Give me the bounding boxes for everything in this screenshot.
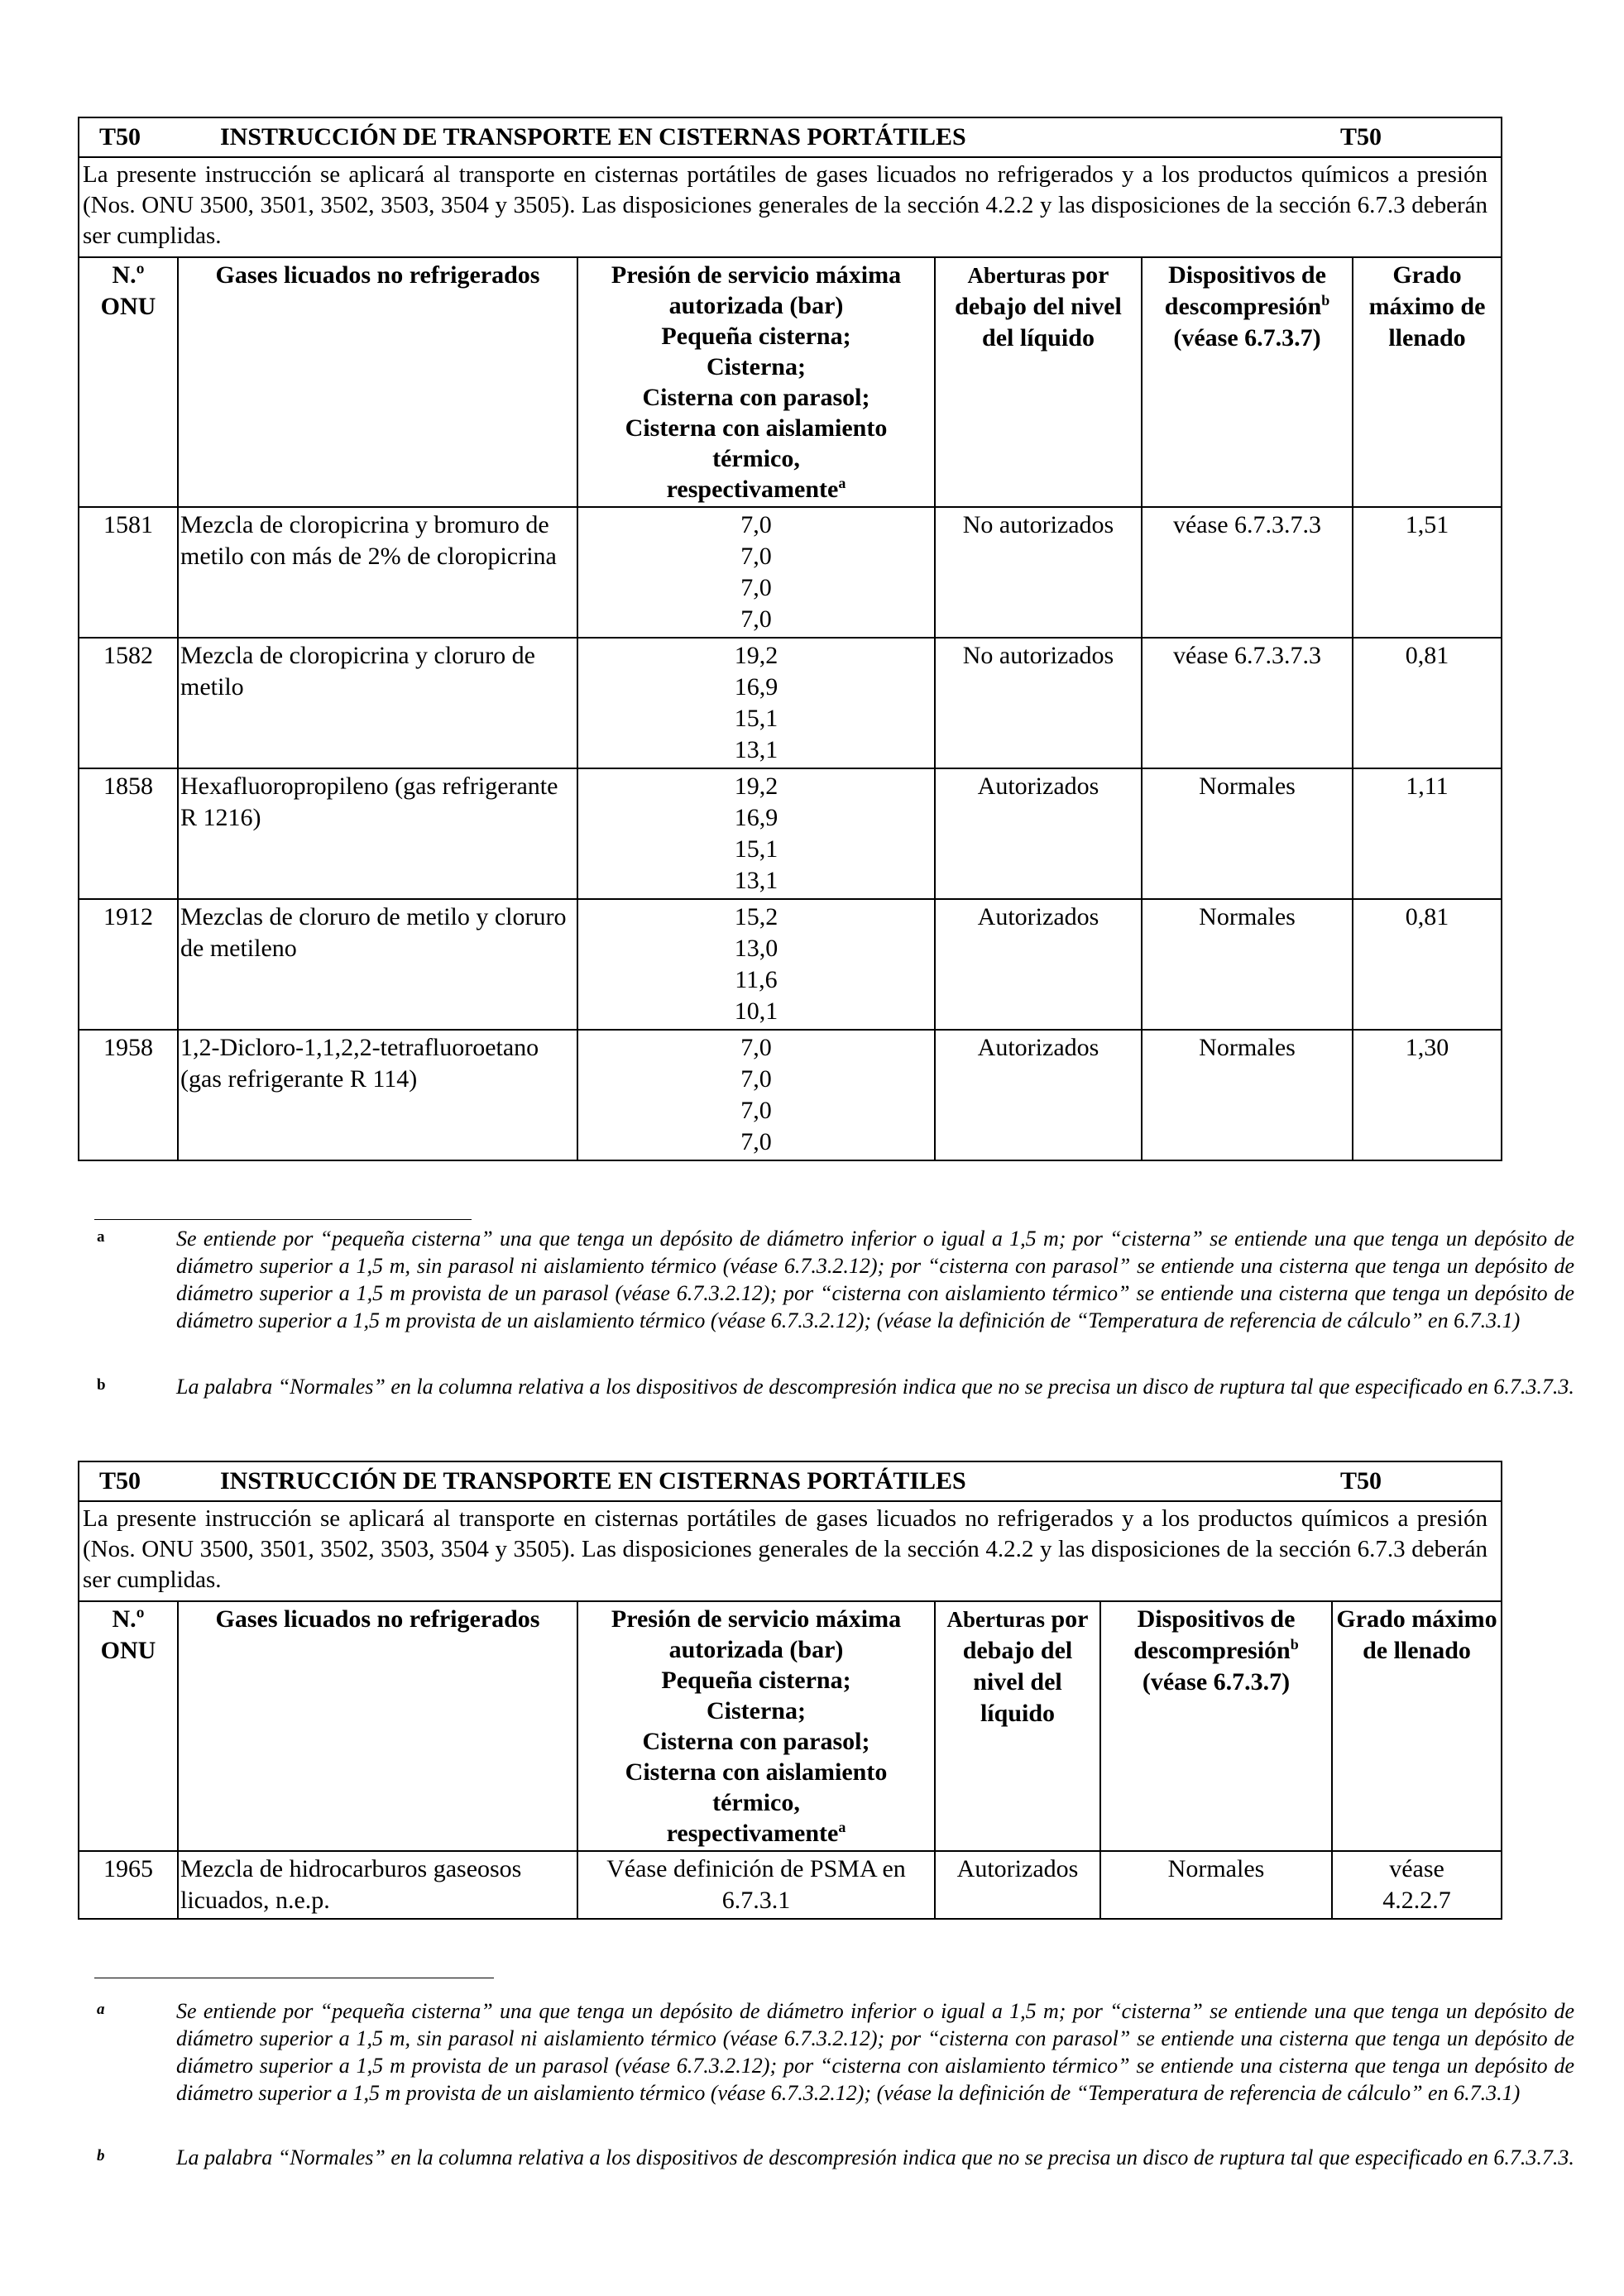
gas-name: Hexafluoropropileno (gas refrigerante R 1216) bbox=[178, 768, 577, 899]
gas-table bbox=[79, 258, 1501, 1160]
max-filling: 0,81 bbox=[1353, 899, 1501, 1030]
instruction-header bbox=[79, 1462, 1501, 1502]
instruction-box-2 bbox=[78, 1461, 1502, 1920]
header-bottom-openings: Aberturas por debajo del nivel del líquido bbox=[935, 1602, 1100, 1851]
un-number: 1958 bbox=[79, 1030, 178, 1160]
pressure-relief: Normales bbox=[1100, 1851, 1332, 1918]
pressure-relief: Normales bbox=[1142, 768, 1353, 899]
header-max-filling: Grado máximo de llenado bbox=[1353, 258, 1501, 507]
instruction-title: INSTRUCCIÓN DE TRANSPORTE EN CISTERNAS PORTÁTILES bbox=[220, 1467, 966, 1495]
table-row bbox=[79, 638, 1501, 768]
instruction-title: INSTRUCCIÓN DE TRANSPORTE EN CISTERNAS PORTÁTILES bbox=[220, 123, 966, 151]
pressure-values: 7,0 7,0 7,0 7,0 bbox=[577, 1030, 935, 1160]
gas-name: Mezcla de hidrocarburos gaseosos licuados, n.e.p. bbox=[178, 1851, 577, 1918]
table-row bbox=[79, 507, 1501, 638]
table-row bbox=[79, 768, 1501, 899]
footnote-mark: a bbox=[97, 2001, 105, 2018]
footnote-mark: b bbox=[97, 1376, 106, 1394]
header-max-filling: Grado máximo de llenado bbox=[1332, 1602, 1501, 1851]
un-number: 1581 bbox=[79, 507, 178, 638]
footnote-ref-a: a bbox=[838, 1819, 846, 1835]
instruction-intro: La presente instrucción se aplicará al transporte en cisternas portátiles de gases licuados no refrigerados y a los productos químicos a presión (Nos. ONU 3500, 3501, 3502, 3503, 3504 y 3505). Las disposiciones generales de la sección 4.2.2 y las disposiciones de la sección 6.7.3 deberán ser cumplidas. bbox=[79, 1502, 1501, 1602]
header-pressure-relief: Dispositivos de descompresión$^b$ (véase 6.7.3.7) bbox=[1142, 258, 1353, 507]
un-number: 1912 bbox=[79, 899, 178, 1030]
header-pressure-relief: Dispositivos de descompresión$^b$ (véase 6.7.3.7) bbox=[1100, 1602, 1332, 1851]
footnote-text: La palabra “Normales” en la columna relativa a los dispositivos de descompresión indica que no se precisa un disco de ruptura tal que especificado en 6.7.3.7.3. bbox=[176, 2145, 1574, 2169]
gas-name: Mezcla de cloropicrina y cloruro de metilo bbox=[178, 638, 577, 768]
footnote-ref-b: b bbox=[1290, 1636, 1299, 1653]
pressure-values: 7,0 7,0 7,0 7,0 bbox=[577, 507, 935, 638]
bottom-openings: No autorizados bbox=[935, 507, 1142, 638]
pressure-values: 19,2 16,9 15,1 13,1 bbox=[577, 638, 935, 768]
pressure-values: 15,2 13,0 11,6 10,1 bbox=[577, 899, 935, 1030]
instruction-box-1 bbox=[78, 117, 1502, 1161]
instruction-intro: La presente instrucción se aplicará al transporte en cisternas portátiles de gases licuados no refrigerados y a los productos químicos a presión (Nos. ONU 3500, 3501, 3502, 3503, 3504 y 3505). Las disposiciones generales de la sección 4.2.2 y las disposiciones de la sección 6.7.3 deberán ser cumplidas. bbox=[79, 158, 1501, 258]
footnote-text: Se entiende por “pequeña cisterna” una que tenga un depósito de diámetro inferior o igual a 1,5 m; por “cisterna” se entiende una que tenga un depósito de diámetro superior a 1,5 m, sin parasol ni aislamiento térmico (véase 6.7.3.2.12); por “cisterna con parasol” se entiende una cisterna que tenga un depósito de diámetro superior a 1,5 m provista de un parasol (véase 6.7.3.2.12); por “cisterna con aislamiento térmico” se entiende una cisterna que tenga un depósito de diámetro superior a 1,5 m provista de un aislamiento térmico (véase 6.7.3.2.12); (véase la definición de “Temperatura de referencia de cálculo” en 6.7.3.1) bbox=[176, 1999, 1574, 2105]
pressure-values: Véase definición de PSMA en 6.7.3.1 bbox=[577, 1851, 935, 1918]
header-un-number: N.º ONU bbox=[79, 1602, 178, 1851]
max-filling: 1,51 bbox=[1353, 507, 1501, 638]
instruction-code-right: T50 bbox=[1340, 1467, 1382, 1495]
gas-name: Mezcla de cloropicrina y bromuro de metilo con más de 2% de cloropicrina bbox=[178, 507, 577, 638]
un-number: 1965 bbox=[79, 1851, 178, 1918]
bottom-openings: Autorizados bbox=[935, 1030, 1142, 1160]
gas-name: Mezclas de cloruro de metilo y cloruro de metileno bbox=[178, 899, 577, 1030]
pressure-values: 19,2 16,9 15,1 13,1 bbox=[577, 768, 935, 899]
header-un-number: N.º ONU bbox=[79, 258, 178, 507]
footnote-separator bbox=[94, 1219, 472, 1220]
table-header-row bbox=[79, 1602, 1501, 1851]
bottom-openings: Autorizados bbox=[935, 768, 1142, 899]
gas-name: 1,2-Dicloro-1,1,2,2-tetrafluoroetano (gas refrigerante R 114) bbox=[178, 1030, 577, 1160]
header-max-pressure: Presión de servicio máxima autorizada (bar) Pequeña cisterna; Cisterna; Cisterna con parasol; Cisterna con aislamiento térmico, respectivamente$^a$ bbox=[577, 1602, 935, 1851]
pressure-relief: Normales bbox=[1142, 899, 1353, 1030]
header-gas-name: Gases licuados no refrigerados bbox=[178, 1602, 577, 1851]
table-row bbox=[79, 899, 1501, 1030]
pressure-relief: véase 6.7.3.7.3 bbox=[1142, 638, 1353, 768]
table-header-row bbox=[79, 258, 1501, 507]
footnote-text: Se entiende por “pequeña cisterna” una que tenga un depósito de diámetro inferior o igual a 1,5 m; por “cisterna” se entiende una que tenga un depósito de diámetro superior a 1,5 m, sin parasol ni aislamiento térmico (véase 6.7.3.2.12); por “cisterna con parasol” se entiende una cisterna que tenga un depósito de diámetro superior a 1,5 m provista de un parasol (véase 6.7.3.2.12); por “cisterna con aislamiento térmico” se entiende una cisterna que tenga un depósito de diámetro superior a 1,5 m provista de un aislamiento térmico (véase 6.7.3.2.12); (véase la definición de “Temperatura de referencia de cálculo” en 6.7.3.1) bbox=[176, 1227, 1574, 1332]
table-row bbox=[79, 1030, 1501, 1160]
instruction-code: T50 bbox=[99, 1467, 141, 1495]
pressure-relief: Normales bbox=[1142, 1030, 1353, 1160]
instruction-code-right: T50 bbox=[1340, 123, 1382, 151]
footnote-ref-b: b bbox=[1321, 292, 1330, 309]
gas-table bbox=[79, 1602, 1501, 1918]
max-filling: 0,81 bbox=[1353, 638, 1501, 768]
instruction-header bbox=[79, 118, 1501, 158]
max-filling: 1,11 bbox=[1353, 768, 1501, 899]
instruction-code: T50 bbox=[99, 123, 141, 151]
footnote-mark: b bbox=[97, 2147, 105, 2164]
max-filling: 1,30 bbox=[1353, 1030, 1501, 1160]
pressure-relief: véase 6.7.3.7.3 bbox=[1142, 507, 1353, 638]
footnote-text: La palabra “Normales” en la columna relativa a los dispositivos de descompresión indica que no se precisa un disco de ruptura tal que especificado en 6.7.3.7.3. bbox=[176, 1375, 1574, 1399]
bottom-openings: Autorizados bbox=[935, 899, 1142, 1030]
footnote-mark: a bbox=[97, 1228, 105, 1246]
footnote-ref-a: a bbox=[838, 475, 846, 491]
header-bottom-openings: Aberturas por debajo del nivel del líquido bbox=[935, 258, 1142, 507]
table-row bbox=[79, 1851, 1501, 1918]
un-number: 1858 bbox=[79, 768, 178, 899]
header-max-pressure: Presión de servicio máxima autorizada (bar) Pequeña cisterna; Cisterna; Cisterna con parasol; Cisterna con aislamiento térmico, respectivamente$^a$ bbox=[577, 258, 935, 507]
bottom-openings: No autorizados bbox=[935, 638, 1142, 768]
un-number: 1582 bbox=[79, 638, 178, 768]
bottom-openings: Autorizados bbox=[935, 1851, 1100, 1918]
max-filling: véase 4.2.2.7 bbox=[1332, 1851, 1501, 1918]
header-gas-name: Gases licuados no refrigerados bbox=[178, 258, 577, 507]
